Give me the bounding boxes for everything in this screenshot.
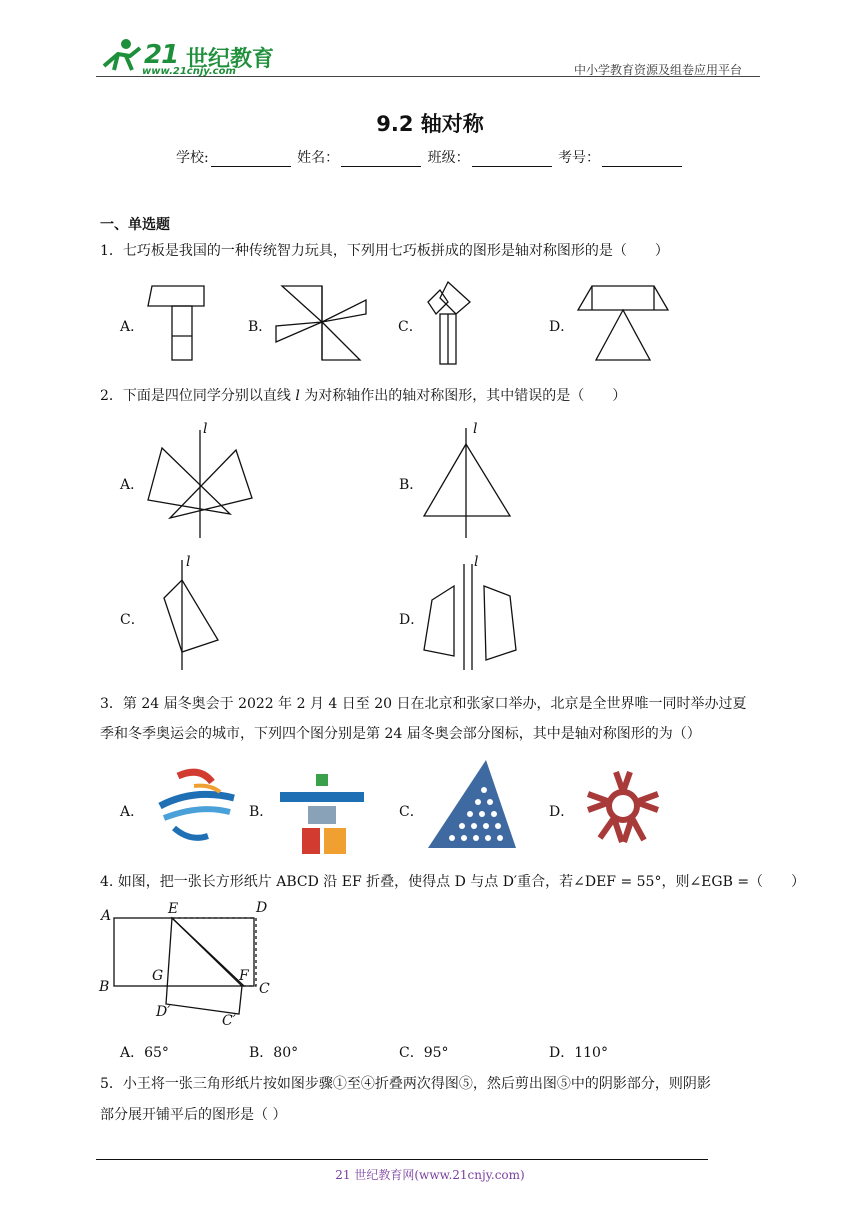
exam-no-label: 考号： (558, 150, 601, 166)
q3-option-a[interactable]: A． (120, 804, 145, 820)
q2-text-before: 2．下面是四位同学分别以直线 (100, 388, 296, 404)
q3-option-c[interactable]: C． (399, 804, 424, 820)
q2-axis-label-d: l (474, 554, 479, 570)
q2-figure-c (144, 556, 234, 676)
footer-divider (96, 1159, 708, 1160)
q1-figure-d (574, 282, 674, 366)
q1-figure-b (272, 282, 372, 366)
exam-no-blank[interactable] (602, 152, 682, 167)
q3-option-d[interactable]: D． (549, 804, 575, 820)
logo-number: 21 (144, 40, 179, 70)
q3-option-b[interactable]: B． (249, 804, 274, 820)
school-blank[interactable] (211, 152, 291, 167)
q4-point-e: E (168, 901, 179, 917)
question-5-line1: 5．小王将一张三角形纸片按如图步骤①至④折叠两次得图⑤，然后剪出图⑤中的阴影部分，则阴影 (100, 1076, 711, 1092)
q2-option-a[interactable]: A． (120, 477, 145, 493)
question-3-line1: 3．第 24 届冬奥会于 2022 年 2 月 4 日至 20 日在北京和张家口举办，北京是全世界唯一同时举办过夏 (100, 696, 747, 712)
q4-figure (96, 900, 276, 1040)
q2-option-b[interactable]: B． (399, 477, 424, 493)
question-5-line2: 部分展开铺平后的图形是（ ） (100, 1107, 287, 1123)
q1-option-b[interactable]: B． (248, 319, 273, 335)
q4-point-c-prime: C′ (222, 1013, 236, 1029)
q2-axis-label-a: l (203, 421, 208, 437)
q3-figure-a-emblem (150, 762, 240, 852)
q2-axis-label-c: l (186, 554, 191, 570)
q4-point-f: F (239, 968, 249, 984)
question-4: 4. 如图，把一张长方形纸片 ABCD 沿 EF 折叠，使得点 D 与点 D′重合，若∠DEF = 55°，则∠EGB =（ ） (100, 874, 806, 890)
q2-figure-b (420, 424, 520, 544)
q1-option-c[interactable]: C． (398, 319, 423, 335)
q4-option-d[interactable]: D．110° (549, 1045, 608, 1061)
page-title: 9.2 轴对称 (376, 112, 484, 136)
name-blank[interactable] (341, 152, 421, 167)
q4-point-d-prime: D′ (156, 1004, 171, 1020)
q2-text-after: 为对称轴作出的轴对称图形，其中错误的是（ ） (299, 388, 627, 404)
header-divider (96, 76, 760, 77)
class-blank[interactable] (472, 152, 552, 167)
q4-point-a: A (101, 908, 112, 924)
q4-point-c: C (259, 981, 270, 997)
question-1: 1．七巧板是我国的一种传统智力玩具，下列用七巧板拼成的图形是轴对称图形的是（ ） (100, 243, 669, 259)
question-2 (100, 382, 626, 410)
q1-option-d[interactable]: D． (549, 319, 575, 335)
q3-figure-c-mesh (424, 756, 520, 852)
q1-option-a[interactable]: A． (120, 319, 145, 335)
q3-figure-b-inukshuk (278, 770, 368, 860)
section-title: 一、单选题 (100, 217, 170, 233)
name-label: 姓名： (297, 150, 340, 166)
q4-point-b: B (99, 979, 110, 995)
q3-figure-d-snowflake (578, 764, 668, 854)
logo-text: 世纪教育 (186, 47, 275, 72)
question-3-line2: 季和冬季奥运会的城市，下列四个图分别是第 24 届冬奥会部分图标，其中是轴对称图形的为（） (100, 726, 701, 742)
footer-text[interactable]: 21 世纪教育网(www.21cnjy.com) (335, 1168, 525, 1182)
q2-figure-a (144, 424, 294, 540)
q4-point-g: G (152, 968, 164, 984)
q2-axis-label-b: l (473, 421, 478, 437)
runner-logo-icon (96, 36, 146, 78)
q2-figure-d (420, 556, 520, 676)
q4-option-c[interactable]: C．95° (399, 1045, 449, 1061)
q4-option-a[interactable]: A．65° (120, 1045, 169, 1061)
q4-point-d: D (256, 900, 268, 916)
school-label: 学校: (175, 150, 209, 166)
q2-text-var: l (295, 388, 300, 404)
q2-option-d[interactable]: D． (399, 612, 425, 628)
q4-option-b[interactable]: B．80° (249, 1045, 299, 1061)
q2-option-c[interactable]: C． (120, 612, 145, 628)
header-tagline: 中小学教育资源及组卷应用平台 (574, 63, 743, 77)
student-info (0, 147, 860, 167)
q1-figure-c (420, 278, 480, 368)
q1-figure-a (142, 282, 212, 364)
logo-url: www.21cnjy.com (142, 66, 236, 77)
class-label: 班级： (427, 150, 470, 166)
